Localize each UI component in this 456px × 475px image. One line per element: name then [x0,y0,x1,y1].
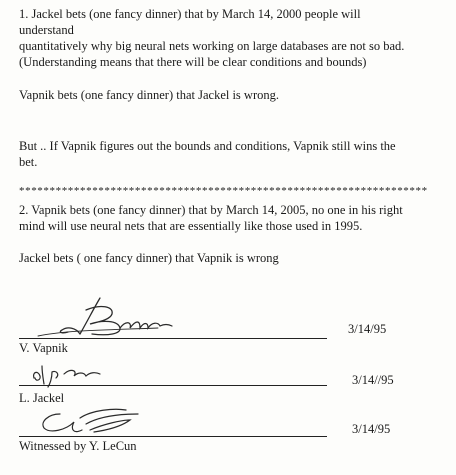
date-lecun: 3/14/95 [352,422,391,436]
bet1-line3: quantitatively why big neural nets working on large databases are not so bad. [19,39,405,53]
signature-line-lecun [19,436,327,437]
signature-lecun-icon [30,404,150,438]
signature-line-jackel [19,385,327,386]
signature-vapnik-icon [28,290,178,340]
bet1-counter: Vapnik bets (one fancy dinner) that Jackel is wrong. [19,88,279,102]
bet1-line2: understand [19,23,74,37]
bet2-line2: mind will use neural nets that are essentially like those used in 1995. [19,219,363,233]
signer-vapnik: V. Vapnik [19,341,68,355]
signature-line-vapnik [19,338,327,339]
signer-lecun: Witnessed by Y. LeCun [19,439,137,453]
bet1-clause-line1: But .. If Vapnik figures out the bounds and conditions, Vapnik still wins the [19,139,396,153]
bet1-line4: (Understanding means that there will be clear conditions and bounds) [19,55,367,69]
bet2-line1: 2. Vapnik bets (one fancy dinner) that by March 14, 2005, no one in his right [19,203,403,217]
date-vapnik: 3/14/95 [348,322,387,336]
date-jackel: 3/14//95 [352,373,394,387]
bet1-clause-line2: bet. [19,155,38,169]
signer-jackel: L. Jackel [19,391,65,405]
bet2-counter: Jackel bets ( one fancy dinner) that Vapnik is wrong [19,251,279,265]
separator: ******************************************************************* [19,185,428,197]
bet1-line1: 1. Jackel bets (one fancy dinner) that by March 14, 2000 people will [19,7,361,21]
